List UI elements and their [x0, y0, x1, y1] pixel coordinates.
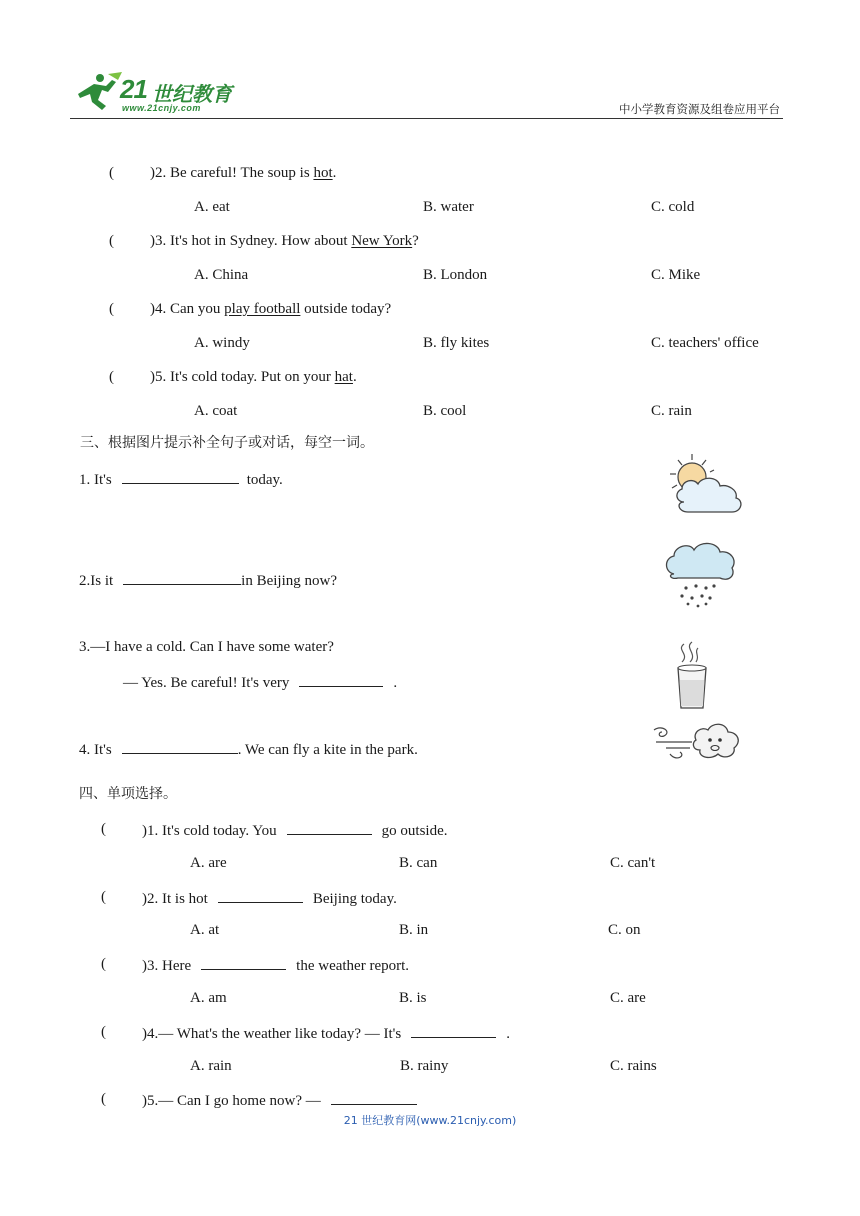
answer-bracket: (	[109, 369, 114, 385]
answer-blank[interactable]	[218, 890, 303, 903]
answer-blank[interactable]	[122, 471, 239, 484]
section-heading: 三、根据图片提示补全句子或对话，每空一词。	[80, 435, 374, 451]
fill-question-3-line2: — Yes. Be careful! It's very .	[123, 675, 398, 691]
option-b: B. London	[423, 267, 488, 283]
logo-url: www.21cnjy.com	[122, 103, 201, 113]
option-b: B. fly kites	[423, 335, 490, 351]
windy-cloud-icon	[652, 718, 742, 768]
section-heading: 四、单项选择。	[79, 786, 177, 802]
option-c: C. cold	[651, 199, 695, 215]
answer-blank[interactable]	[287, 822, 372, 835]
question-stem: )3. Here the weather report.	[142, 958, 410, 974]
question-stem: )4.— What's the weather like today? — It's .	[142, 1026, 510, 1042]
snow-cloud-icon	[662, 540, 738, 610]
answer-blank[interactable]	[123, 572, 241, 585]
option-a: A. windy	[194, 335, 250, 351]
option-a: A. China	[194, 267, 249, 283]
answer-blank[interactable]	[299, 674, 383, 687]
question-stem: )2. It is hot Beijing today.	[142, 891, 397, 907]
option-a: A. coat	[194, 403, 238, 419]
fill-question-2: 2.Is it in Beijing now?	[79, 573, 337, 589]
fill-question-3-line1: 3.—I have a cold. Can I have some water?	[79, 639, 334, 655]
answer-bracket: (	[101, 889, 106, 905]
question-stem: )5. It's cold today. Put on your hat.	[150, 369, 357, 385]
answer-bracket: (	[101, 1024, 106, 1040]
option-c: C. on	[608, 922, 641, 938]
option-c: C. can't	[610, 855, 656, 871]
answer-bracket: (	[101, 956, 106, 972]
option-a: A. eat	[194, 199, 230, 215]
answer-bracket: (	[101, 821, 106, 837]
answer-bracket: (	[109, 233, 114, 249]
option-c: C. Mike	[651, 267, 701, 283]
option-a: A. at	[190, 922, 220, 938]
answer-blank[interactable]	[201, 957, 286, 970]
sunny-cloudy-icon	[666, 452, 746, 520]
logo-text: 世纪教育	[152, 82, 232, 106]
answer-bracket: (	[109, 165, 114, 181]
answer-bracket: (	[109, 301, 114, 317]
site-logo	[72, 70, 242, 115]
option-b: B. water	[423, 199, 474, 215]
question-stem: )3. It's hot in Sydney. How about New York?	[150, 233, 419, 249]
question-stem: )1. It's cold today. You go outside.	[142, 823, 448, 839]
hot-water-glass-icon	[670, 640, 714, 712]
option-a: A. rain	[190, 1058, 232, 1074]
page-footer: 21 世纪教育网(www.21cnjy.com)	[343, 1114, 517, 1127]
question-stem: )2. Be careful! The soup is hot.	[150, 165, 337, 181]
question-stem: )5.— Can I go home now? —	[142, 1092, 421, 1109]
option-b: B. can	[399, 855, 438, 871]
logo-number: 21	[120, 74, 147, 104]
fill-question-4: 4. It's . We can fly a kite in the park.	[79, 742, 418, 758]
answer-blank[interactable]	[411, 1025, 496, 1038]
platform-title: 中小学教育资源及组卷应用平台	[619, 102, 780, 116]
header-divider	[70, 118, 783, 119]
option-c: C. rains	[610, 1058, 657, 1074]
option-c: C. teachers' office	[651, 335, 759, 351]
option-b: B. in	[399, 922, 429, 938]
option-a: A. are	[190, 855, 227, 871]
answer-bracket: (	[101, 1091, 106, 1107]
runner-logo-icon	[72, 72, 124, 112]
option-b: B. cool	[423, 403, 467, 419]
question-stem: )4. Can you play football outside today?	[150, 301, 392, 317]
option-c: C. are	[610, 990, 646, 1006]
answer-blank[interactable]	[331, 1092, 417, 1105]
answer-blank[interactable]	[122, 741, 238, 754]
fill-question-1: 1. It's today.	[79, 472, 283, 488]
option-b: B. is	[399, 990, 427, 1006]
option-c: C. rain	[651, 403, 692, 419]
option-a: A. am	[190, 990, 227, 1006]
option-b: B. rainy	[400, 1058, 449, 1074]
